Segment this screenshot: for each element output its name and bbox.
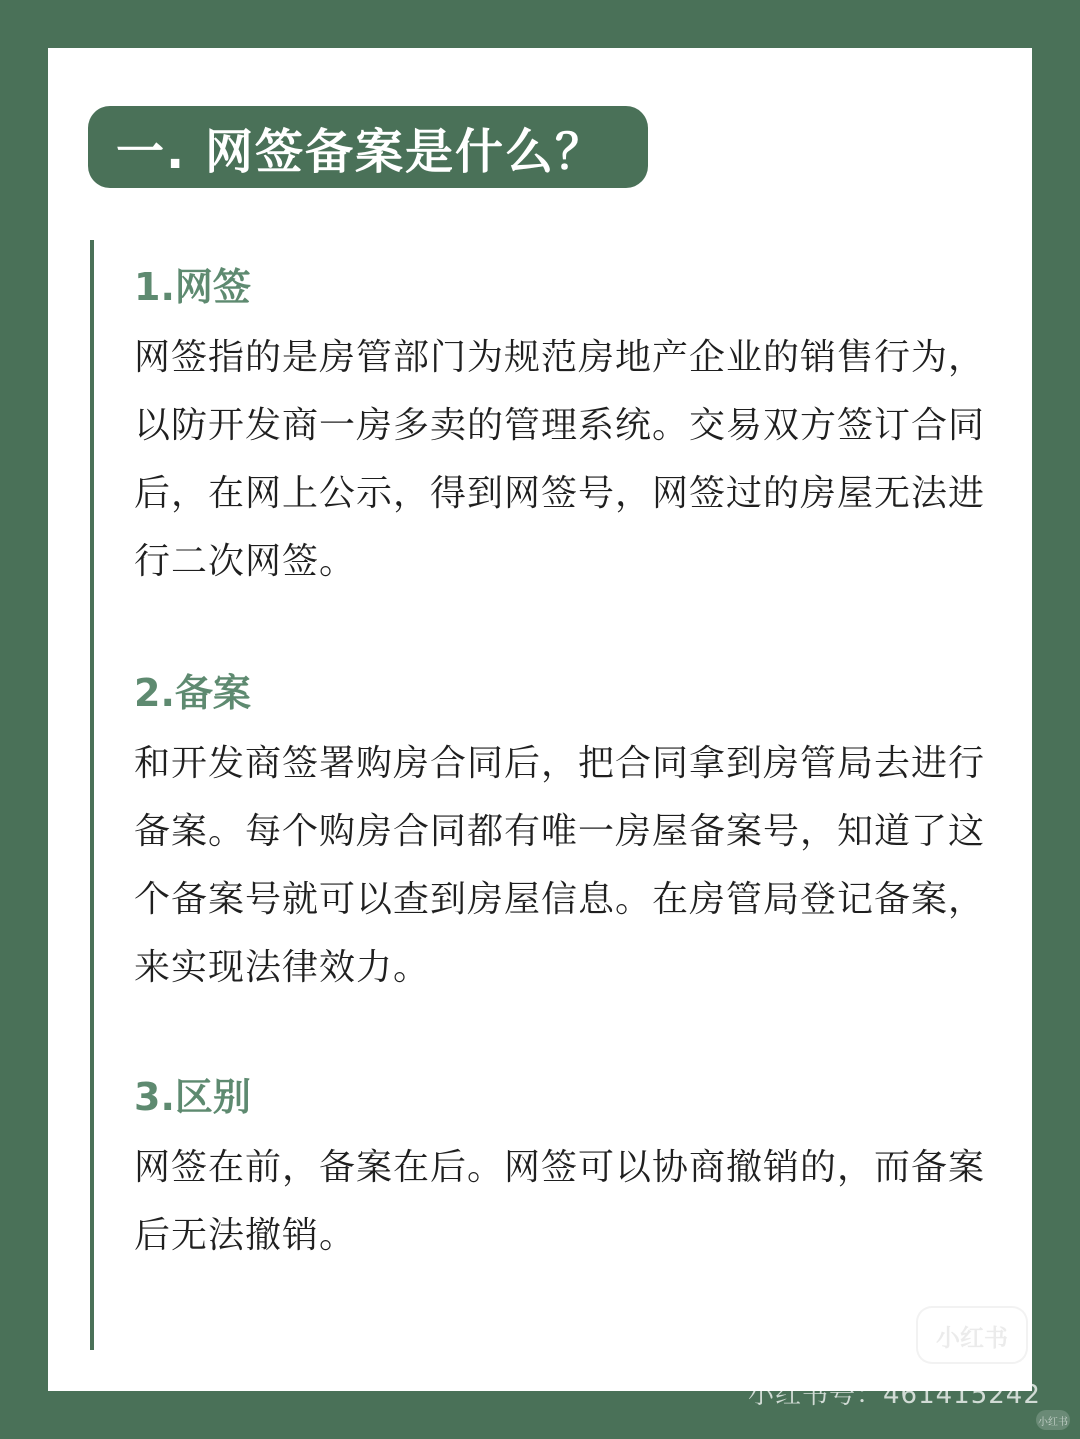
corner-watermark-badge: 小红书 <box>1036 1410 1070 1430</box>
section-heading: 1.网签 <box>134 265 251 309</box>
page-title: 一. 网签备案是什么？ <box>116 123 605 180</box>
section-body: 网签指的是房管部门为规范房地产企业的销售行为，以防开发商一房多卖的管理系统。交易双方签订合同后，在网上公示，得到网签号，网签过的房屋无法进行二次网签。 <box>134 337 986 582</box>
section-qubie <box>134 1072 994 1270</box>
section-body: 网签在前，备案在后。网签可以协商撤销的，而备案后无法撤销。 <box>134 1147 986 1256</box>
section-body: 和开发商签署购房合同后，把合同拿到房管局去进行备案。每个购房合同都有唯一房屋备案号，知道了这个备案号就可以查到房屋信息。在房管局登记备案，来实现法律效力。 <box>134 743 986 988</box>
section-heading: 2.备案 <box>134 671 251 715</box>
watermark-id-text: 小红书号：461415242 <box>748 1380 1041 1410</box>
content-card <box>48 48 1032 1391</box>
left-accent-rule <box>90 240 94 1350</box>
section-heading: 3.区别 <box>134 1075 251 1119</box>
section-wangqian <box>134 262 994 596</box>
title-banner <box>88 106 648 188</box>
watermark-logo: 小红书 <box>916 1306 1028 1364</box>
section-beian <box>134 668 994 1002</box>
